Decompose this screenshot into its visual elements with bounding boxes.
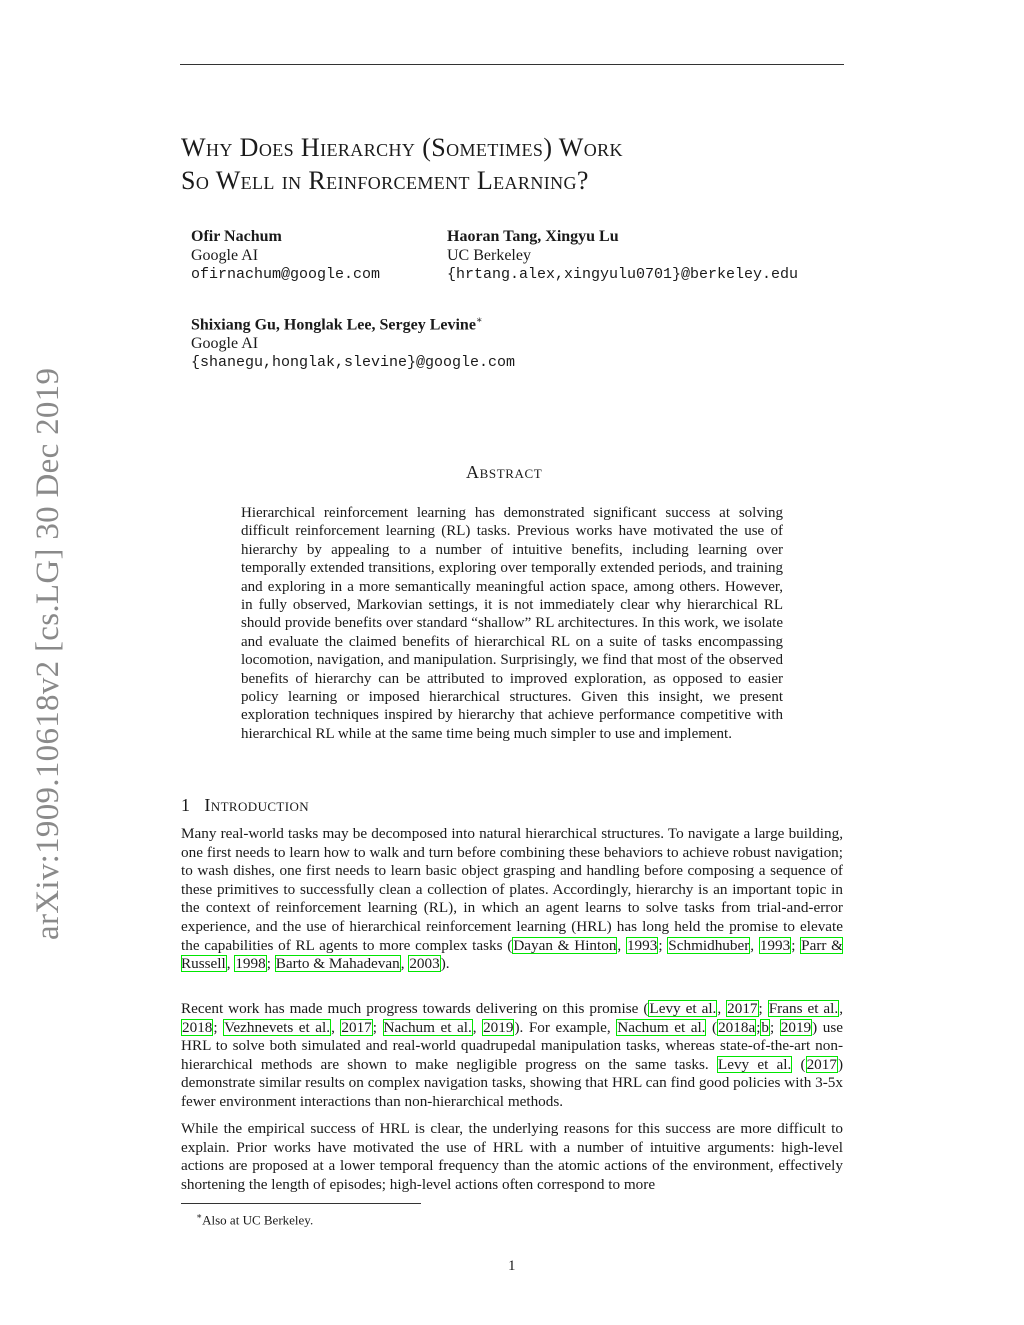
citation-link[interactable]: 2018a — [718, 1018, 756, 1036]
citation-link[interactable]: 1993 — [626, 936, 658, 954]
citation-link[interactable]: Nachum et al. — [617, 1018, 706, 1036]
citation-link[interactable]: 1998 — [235, 955, 266, 973]
page-number: 1 — [508, 1258, 516, 1274]
author-affiliation: Google AI — [191, 247, 259, 264]
section-title: Introduction — [204, 795, 310, 815]
title-line-1: Why Does Hierarchy (Sometimes) Work — [181, 133, 623, 162]
section-number: 1 — [181, 795, 191, 815]
author-email[interactable]: {hrtang.alex,xingyulu0701}@berkeley.edu — [447, 266, 799, 283]
citation-link[interactable]: b — [761, 1018, 770, 1036]
paragraph-text: ) use HRL to solve both simulated and real-world quadrupedal manipulation tasks, whereas state-of-the-art non-hierarchical methods are shown to make negligible progress on the same tasks. — [181, 1018, 843, 1073]
arxiv-identifier[interactable]: arXiv:1909.10618v2 [cs.LG] 30 Dec 2019 — [30, 367, 66, 940]
author-name: Ofir Nachum — [191, 228, 282, 245]
citation-link[interactable]: Frans et al. — [768, 1000, 839, 1017]
author-name — [191, 311, 515, 334]
citation-link[interactable]: 2019 — [483, 1018, 514, 1036]
author-block-3 — [191, 311, 515, 372]
header-rule — [180, 64, 844, 65]
author-email[interactable]: {shanegu,honglak,slevine}@google.com — [191, 354, 516, 372]
intro-paragraph-3: While the empirical success of HRL is clear, the underlying reasons for this success are more difficult to explain. Prior works have motivated the use of HRL with a number of intuitive arguments: high-level actions are proposed at a lower temporal frequency than the atomic actions of the environment, effectively shortening the length of episodes; high-level actions often correspond to more — [181, 1120, 843, 1193]
footnote-marker[interactable]: ∗ — [475, 315, 483, 326]
paragraph-text: ). — [440, 955, 450, 973]
abstract-heading: Abstract — [466, 462, 543, 482]
citation-link[interactable]: 2018 — [182, 1018, 213, 1036]
citation-link[interactable]: Schmidhuber — [668, 936, 750, 954]
intro-paragraph-2: Recent work has made much progress towards delivering on this promise (Levy et al., 2017; Frans et al., 2018; Vezhnevets et al., 2017; Nachum et al., 2019). For example, Nachum et al. (2018a;b; 2019) use HRL to solve both simulated and real-world quadrupedal manipulation tasks, whereas state-of-the-art non-hierarchical methods are shown to make negligible progress on the same tasks. Levy et al. (2017) demonstrate similar results on complex navigation tasks, showing that HRL can find good policies with 3-5x fewer environment interactions than non-hierarchical methods. — [181, 1000, 843, 1110]
citation-link[interactable]: Dayan & Hinton — [513, 936, 617, 954]
author-affiliation: Google AI — [191, 335, 259, 353]
abstract-text: Hierarchical reinforcement learning has demonstrated significant success at solving difficult reinforcement learning (RL) tasks. Previous works have motivated the use of hierarchy by appealing to a number of intuitive benefits, including learning over temporally extended transitions, exploring over temporally extended periods, and training and exploring in a more semantically meaningful action space, among others. However, in fully observed, Markovian settings, it is not immediately clear why hierarchical RL should provide benefits over standard “shallow” RL architectures. In this work, we isolate and evaluate the claimed benefits of hierarchical RL on a suite of tasks encompassing locomotion, navigation, and manipulation. Surprisingly, we find that most of the observed benefits of hierarchy can be attributed to improved exploration, as opposed to easier policy learning or imposed hierarchical structures. Given this insight, we present exploration techniques inspired by hierarchy that achieve performance competitive with hierarchical RL while at the same time being much simpler to use and implement. — [241, 505, 783, 742]
paper-title — [181, 131, 841, 197]
author-email[interactable]: ofirnachum@google.com — [191, 266, 381, 283]
citation-link[interactable]: Levy et al. — [649, 1000, 717, 1017]
citation-link[interactable]: 2003 — [409, 955, 440, 973]
author-block-2 — [447, 227, 798, 284]
citation-link[interactable]: Nachum et al. — [383, 1018, 472, 1036]
author-name-text: Shixiang Gu, Honglak Lee, Sergey Levine — [191, 316, 476, 334]
footnote — [196, 1208, 313, 1228]
paragraph-text: Recent work has made much progress towards delivering on this promise ( — [181, 1000, 649, 1017]
citation-link[interactable]: Parr & Russell — [181, 936, 843, 973]
paragraph-text: ). For example, — [514, 1018, 617, 1036]
footnote-rule — [181, 1203, 421, 1204]
citation-link[interactable]: Vezhnevets et al. — [224, 1018, 331, 1036]
intro-paragraph-1: Many real-world tasks may be decomposed into natural hierarchical structures. To navigate a large building, one first needs to learn how to walk and turn before combining these behaviors to achieve robust navigation; to wash dishes, one first needs to learn basic object grasping and handling before composing a sequence of these primitives to successfully clean a collection of plates. Accordingly, hierarchy is an important topic in the context of reinforcement learning (RL), in which an agent learns to solve tasks from trial-and-error experience, and the use of hierarchical reinforcement learning (HRL) has long held the promise to elevate the capabilities of RL agents to more complex tasks (Dayan & Hinton, 1993; Schmidhuber, 1993; Parr & Russell, 1998; Barto & Mahadevan, 2003). — [181, 825, 843, 973]
citation-link[interactable]: Levy et al. — [717, 1055, 792, 1073]
paragraph-text: ) demonstrate similar results on complex navigation tasks, showing that HRL can find good policies with 3-5x fewer environment interactions than non-hierarchical methods. — [181, 1055, 843, 1110]
citation-link[interactable]: 1993 — [759, 936, 791, 954]
citation-link[interactable]: 2017 — [341, 1018, 372, 1036]
author-block-1 — [191, 227, 380, 284]
citation-link[interactable]: 2019 — [780, 1018, 812, 1036]
title-line-2: So Well in Reinforcement Learning? — [181, 166, 589, 195]
author-affiliation: UC Berkeley — [447, 247, 531, 264]
citation-link[interactable]: 2017 — [727, 1000, 758, 1017]
citation-link[interactable]: 2017 — [806, 1055, 837, 1073]
footnote-marker: ∗ — [196, 1211, 203, 1221]
paragraph-text: Many real-world tasks may be decomposed into natural hierarchical structures. To navigate a large building, one first needs to learn how to walk and turn before combining these behaviors to achieve robust navigation; to wash dishes, one first needs to learn basic object grasping and handling before composing a sequence of these primitives to successfully clean a collection of plates. Accordingly, hierarchy is an important topic in the context of reinforcement learning (RL), in which an agent learns to solve tasks from trial-and-error experience, and the use of hierarchical reinforcement learning (HRL) has long held the promise to elevate the capabilities of RL agents to more complex tasks ( — [181, 825, 843, 954]
section-heading — [181, 795, 309, 816]
author-name: Haoran Tang, Xingyu Lu — [447, 228, 619, 245]
citation-link[interactable]: Barto & Mahadevan — [275, 955, 400, 973]
footnote-text: Also at UC Berkeley. — [202, 1212, 314, 1228]
